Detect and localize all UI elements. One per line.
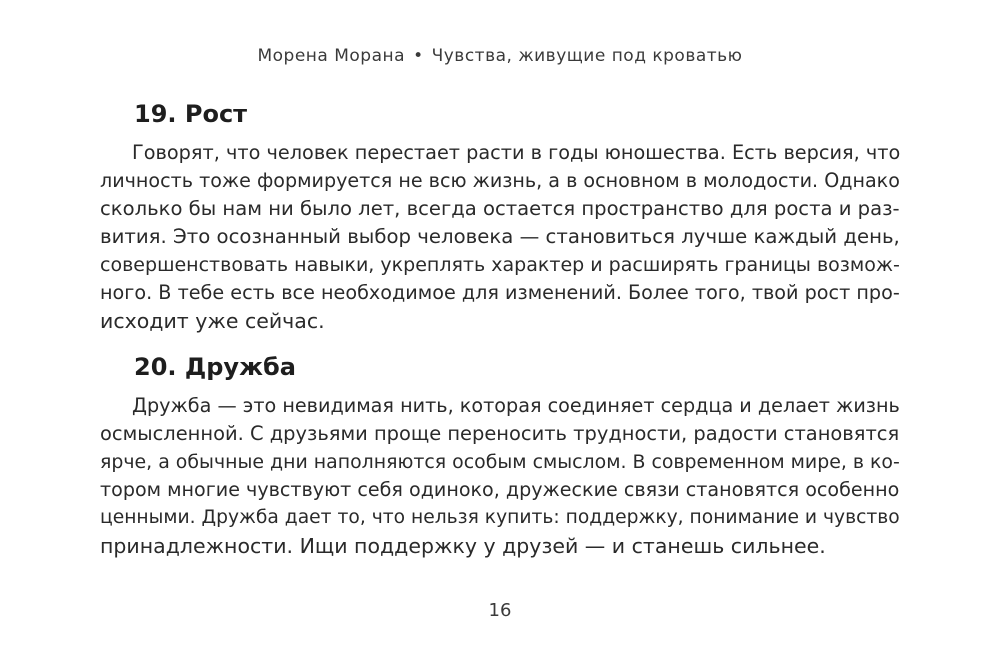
paragraph-line: совершенствовать навыки, укреплять характер и расширять границы возмож- xyxy=(100,254,900,276)
paragraph-line: ного. В тебе есть все необходимое для изменений. Более того, твой рост про- xyxy=(100,281,900,304)
paragraph-line: личность тоже формируется не всю жизнь, а в основном в молодости. Однако xyxy=(100,169,900,192)
section-heading-friendship: 20. Дружба xyxy=(134,353,296,381)
paragraph-line: Говорят, что человек перестает расти в годы юношества. Есть версия, что xyxy=(132,141,901,164)
paragraph-line: вития. Это осознанный выбор человека — становиться лучше каждый день, xyxy=(100,225,900,248)
header-separator: • xyxy=(413,46,424,66)
paragraph-line: принадлежности. Ищи поддержку у друзей — и станешь сильнее. xyxy=(100,534,826,558)
page-number: 16 xyxy=(488,600,512,621)
section-heading-growth: 19. Рост xyxy=(134,100,248,128)
paragraph-line: исходит уже сейчас. xyxy=(100,309,325,333)
section-paragraph-growth xyxy=(100,139,900,335)
paragraph-line: Дружба — это невидимая нить, которая соединяет сердца и делает жизнь xyxy=(132,394,900,417)
paragraph-line: ярче, а обычные дни наполняются особым смыслом. В современном мире, в ко- xyxy=(100,451,900,473)
paragraph-line: сколько бы нам ни было лет, всегда остается пространство для роста и раз- xyxy=(100,197,900,220)
running-header xyxy=(0,46,1000,66)
paragraph-line: ценными. Дружба дает то, что нельзя купить: поддержку, понимание и чувство xyxy=(100,507,900,528)
paragraph-line: тором многие чувствуют себя одиноко, дружеские связи становятся особенно xyxy=(100,478,900,501)
section-paragraph-friendship xyxy=(100,392,900,560)
header-book-title: Чувства, живущие под кроватью xyxy=(431,46,743,66)
paragraph-line: осмысленной. С друзьями проще переносить трудности, радости становятся xyxy=(100,422,900,445)
header-author: Морена Морана xyxy=(257,46,406,66)
